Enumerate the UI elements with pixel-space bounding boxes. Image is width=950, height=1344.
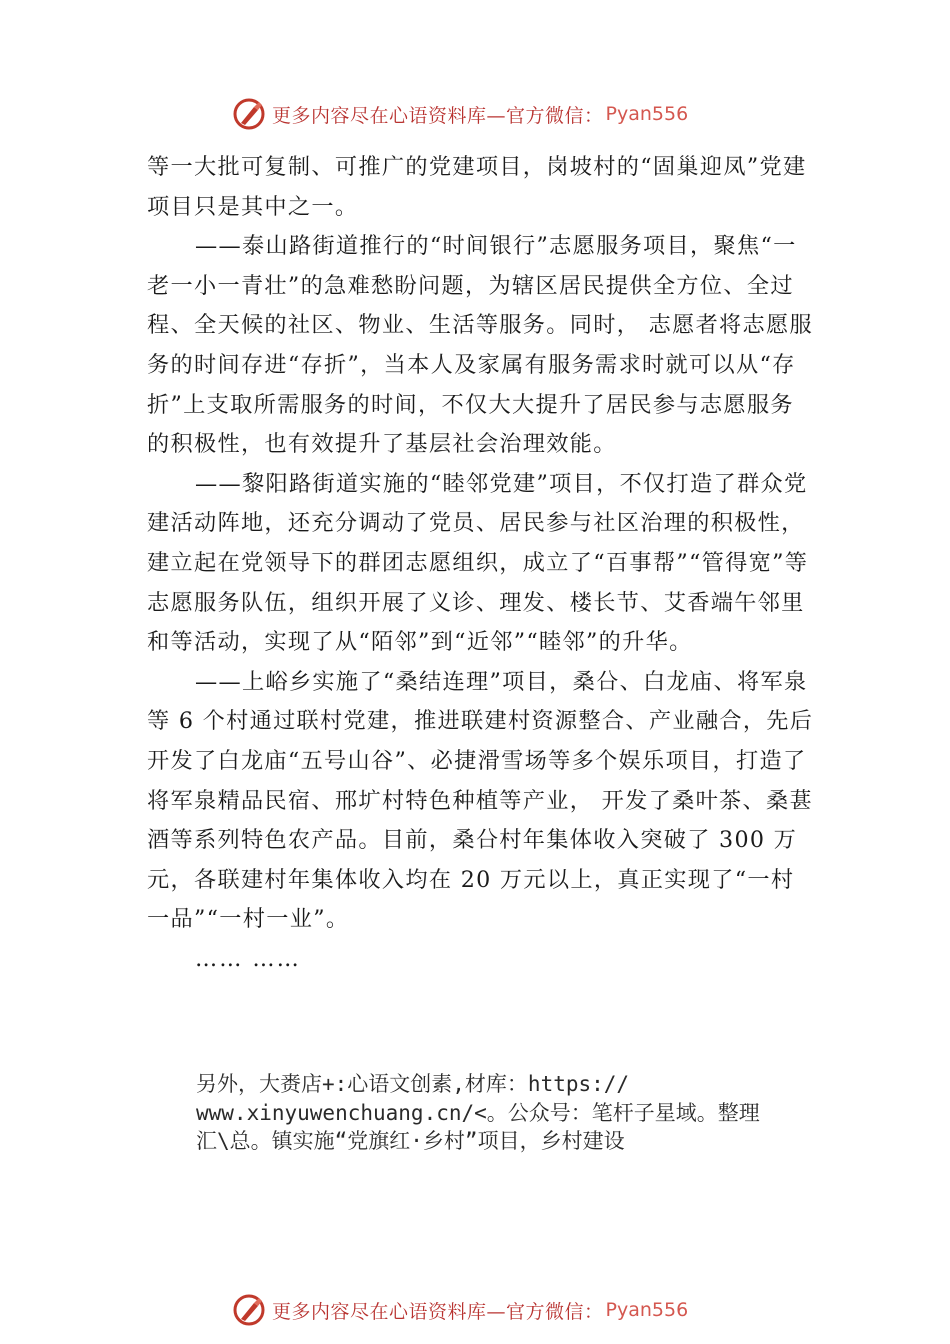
banner-wechat-id: Pyan556 — [605, 103, 689, 125]
pen-seal-icon — [232, 96, 268, 132]
paragraph: ——泰山路街道推行的“时间银行”志愿服务项目，聚焦“一老一小一青壮”的急难愁盼问题，为辖区居民提供全方位、全过程、全天候的社区、物业、生活等服务。同时， 志愿者将志愿服务的时间存进“存折”，当本人及家属有服务需求时就可以从“存折”上支取所需服务的时间，不仅大大提升了居民参与志愿服务的积极性，也有效提升了基层社会治理效能。 — [147, 233, 814, 458]
note-line: 另外，大赉店+:心语文创素,材库：https:// — [196, 1072, 630, 1096]
banner-wechat-id: Pyan556 — [605, 1299, 689, 1321]
note-line: 汇\总。镇实施“党旗红·乡村”项目，乡村建设 — [196, 1129, 625, 1153]
pen-seal-icon — [232, 1292, 268, 1328]
appended-note — [196, 1070, 836, 1156]
banner-title: 更多内容尽在心语资料库—官方微信： — [272, 104, 604, 127]
note-line: www.xinyuwenchuang.cn/<。公众号：笔杆子星域。整理 — [196, 1100, 760, 1125]
paragraph: ——上峪乡实施了“桑结连理”项目，桑㕣、白龙庙、将军泉等 6 个村通过联村党建，推进联建村资源整合、产业融合，先后开发了白龙庙“五号山谷”、必捷滑雪场等多个娱乐项目，打造了将军泉精品民宿、邢圹村特色种植等产业， 开发了桑叶茶、桑葚酒等系列特色农产品。目前，桑㕣村年集体收入突破了 300 万元，各联建村年集体收入均在 20 万元以上，真正实现了“一村一品”“一村一业”。 — [147, 668, 814, 933]
paragraph: 等一大批可复制、可推广的党建项目，岗坡村的“固巢迎凤”党建项目只是其中之一。 — [147, 154, 807, 220]
header-banner — [232, 94, 732, 134]
banner-title: 更多内容尽在心语资料库—官方微信： — [272, 1300, 604, 1323]
ellipsis: …… …… — [195, 945, 301, 972]
paragraph: ——黎阳路街道实施的“睦邻党建”项目，不仅打造了群众党建活动阵地，还充分调动了党员、居民参与社区治理的积极性，建立起在党领导下的群团志愿组织，成立了“百事帮”“管得宽”等志愿服务队伍，组织开展了义诊、理发、楼长节、艾香端午邻里和等活动，实现了从“陌邻”到“近邻”“睦邻”的升华。 — [147, 470, 809, 656]
footer-banner — [232, 1290, 732, 1330]
document-body — [147, 148, 815, 979]
